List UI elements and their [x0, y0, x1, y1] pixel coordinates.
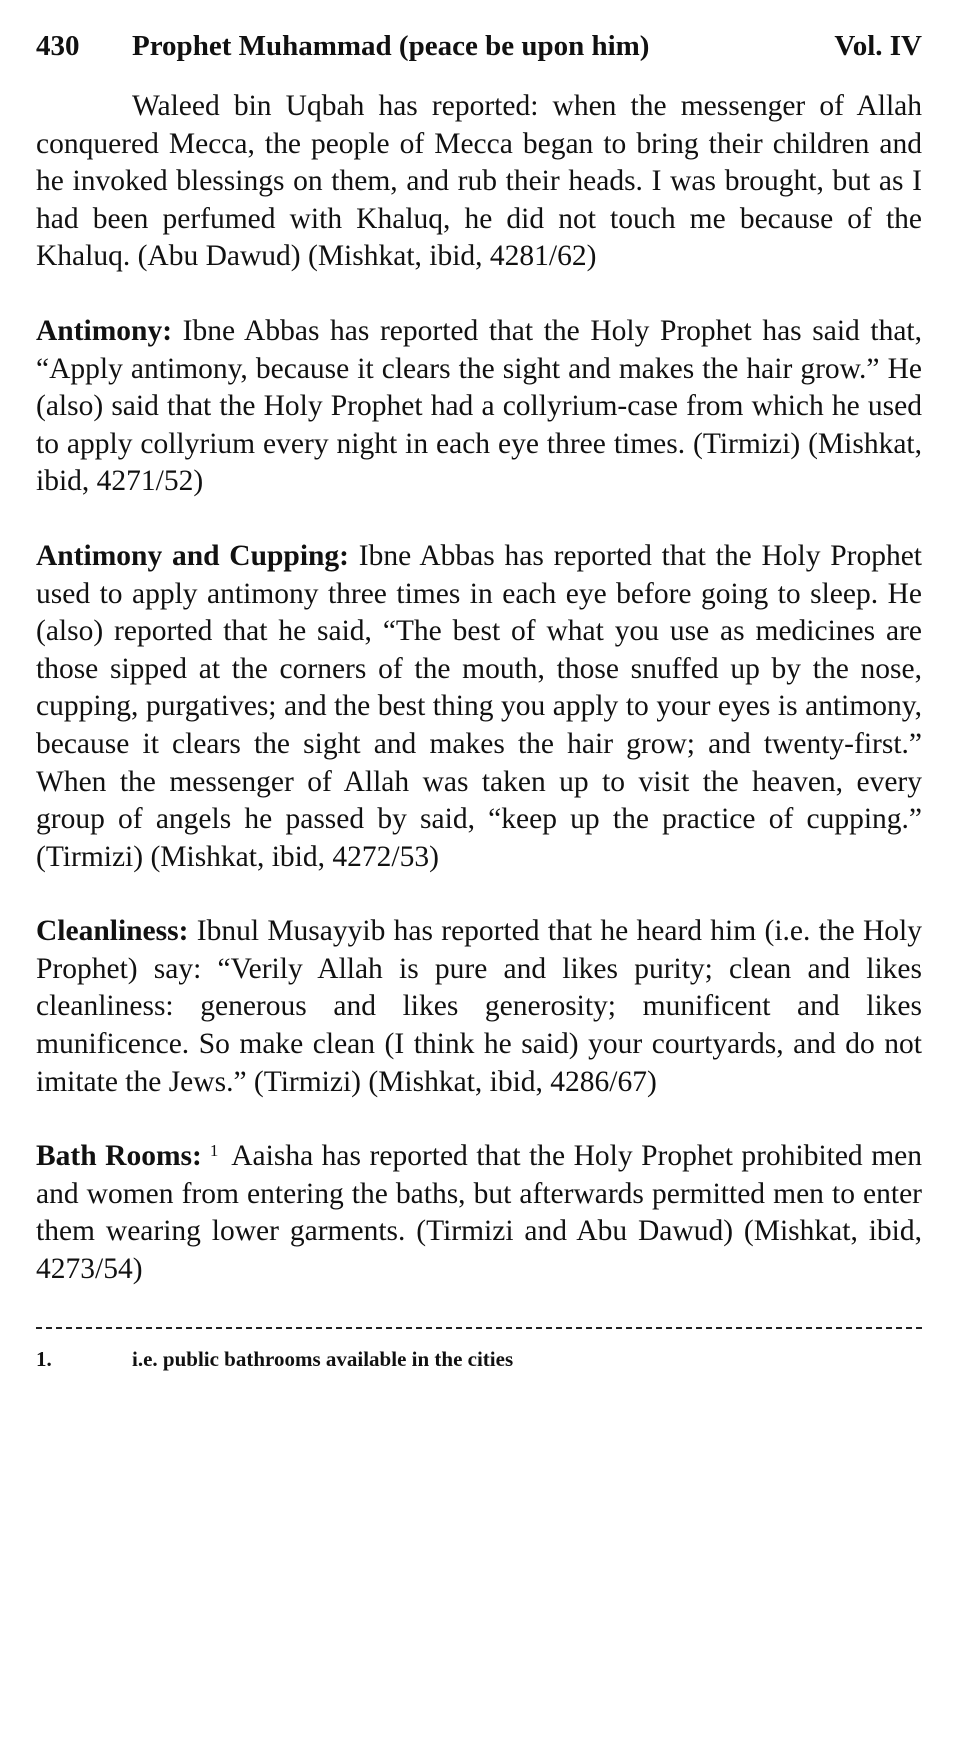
page-number: 430 [36, 30, 80, 62]
paragraph-waleed [36, 88, 922, 276]
paragraph-antimony [36, 313, 922, 501]
footnote-reference: 1 [209, 1141, 219, 1161]
book-page [36, 26, 922, 1373]
book-title: Prophet Muhammad (peace be upon him) [132, 30, 650, 62]
section-heading: Antimony and Cupping: [36, 539, 350, 572]
footnote-divider [36, 1327, 922, 1329]
volume-label: Vol. IV [834, 30, 922, 62]
paragraph-cleanliness [36, 913, 922, 1101]
section-heading: Bath Rooms: [36, 1140, 202, 1173]
footnote-text: i.e. public bathrooms available in the cities [132, 1346, 514, 1371]
paragraph-text: Ibne Abbas has reported that the Holy Prophet used to apply antimony three times in each eye before going to sleep. He (also) reported that he said, “The best of what you use as medicines are those sipped at the corners of the mouth, those snuffed up by the nose, cupping, purgatives; and the best thing you apply to your eyes is antimony, because it clears the sight and makes the hair grow; and twenty-first.” When the messenger of Allah was taken up to visit the heaven, every group of angels he passed by said, “keep up the practice of cupping.” (Tirmizi) (Mishkat, ibid, 4272/53) [36, 539, 922, 873]
paragraph-text: Waleed bin Uqbah has reported: when the messenger of Allah conquered Mecca, the people of Mecca began to bring their children and he invoked blessings on them, and rub their heads. I was brought, but as I had been perfumed with Khaluq, he did not touch me because of the Khaluq. (Abu Dawud) (Mishkat, ibid, 4281/62) [36, 90, 922, 273]
running-header [36, 26, 922, 70]
paragraph-text: Aaisha has reported that the Holy Prophet prohibited men and women from entering the baths, but afterwards permitted men to enter them wearing lower garments. (Tirmizi and Abu Dawud) (Mishkat, ibid, 4273/54) [36, 1140, 922, 1286]
paragraph-bath-rooms [36, 1138, 922, 1288]
paragraph-antimony-cupping [36, 538, 922, 876]
paragraph-text: Ibne Abbas has reported that the Holy Prophet has said that, “Apply antimony, because it clears the sight and makes the hair grow.” He (also) said that the Holy Prophet had a collyrium-case from which he used to apply collyrium every night in each eye three times. (Tirmizi) (Mishkat, ibid, 4271/52) [36, 314, 922, 498]
footnote-number: 1. [36, 1346, 52, 1371]
paragraph-text: Ibnul Musayyib has reported that he heard him (i.e. the Holy Prophet) say: “Verily Allah is pure and likes purity; clean and likes cleanliness: generous and likes generosity; munificent and likes munificence. So make clean (I think he said) your courtyards, and do not imitate the Jews.” (Tirmizi) (Mishkat, ibid, 4286/67) [36, 915, 923, 1098]
section-heading: Antimony: [36, 314, 173, 347]
footnote [36, 1345, 922, 1373]
section-heading: Cleanliness: [36, 915, 189, 948]
